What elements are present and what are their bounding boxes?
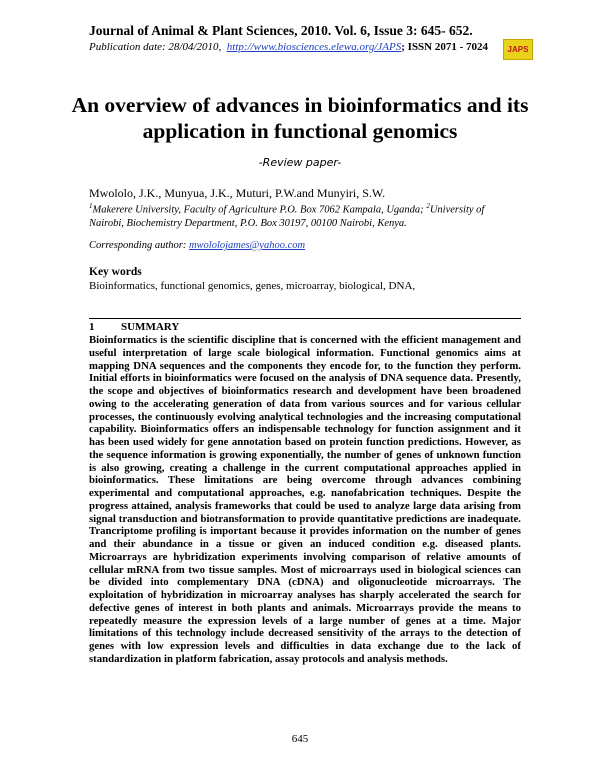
section-number: 1 (89, 321, 95, 333)
summary-heading (89, 321, 179, 333)
corresponding-email-link[interactable]: mwololojames@yahoo.com (188, 240, 306, 251)
keywords-heading: Key words (89, 266, 142, 278)
publication-line (89, 40, 509, 54)
section-divider (89, 318, 521, 319)
corresponding-author (89, 240, 305, 251)
japs-logo: JAPS (503, 39, 533, 60)
publication-date: Publication date: 28/04/2010, (89, 41, 222, 53)
author-list: Mwololo, J.K., Munyua, J.K., Muturi, P.W.and Munyiri, S.W. (89, 186, 386, 200)
affiliation-2: University of Nairobi, Biochemistry Department, P.O. Box 30197, 00100 Nairobi, Kenya. (89, 204, 485, 229)
affiliation-marker-1: 1 (89, 202, 93, 210)
affiliation-1: Makerere University, Faculty of Agriculture P.O. Box 7062 Kampala, Uganda; (92, 204, 427, 216)
keywords-list: Bioinformatics, functional genomics, genes, microarray, biological, DNA, (89, 280, 416, 292)
summary-body: Bioinformatics is the scientific discipline that is concerned with the efficient management and useful interpretation of large scale biological information. Functional genomics aims at mapping DNA sequences and the components they encode for, to the function they perform. Initial efforts in bioinformatics were focused on the analysis of DNA sequence data. Presently, the scope and objectives of bioinformatics research and development have been broadened owing to the accelerating generation of data from various sources and for various cellular processes, the continuously evolving analytical technologies and the increasing computational capability. Bioinformatics offers an indispensable technology for function assignment and it has been used widely for gene annotation based on protein function predictions. However, as the sequence information is growing exponentially, the number of genes of unknown function is also growing, creating a challenge in the current computational approaches applied in bioinformatics. These limitations are being overcome through advances combining experimental and computational approaches, e.g. nanofabrication techniques. Despite the progress attained, analysis frameworks that could be used to analyze large data arising from signal transduction and biotransformation to provide quantitative predictions are inadequate. Trancriptome profiling is important because it provides information on the number of genes and their abundance in a tissue or given an induced condition e.g. diseased plants. Microarrays are hybridization experiments involving comparison of relative amounts of cellular mRNA from two tissue samples. Most of microarrays used in biological sciences can be divided into complementary DNA (cDNA) and oligonucleotide microarrays. The exploitation of hybridization in microarray analyses has sharply accelerated the search for defective genes of interest in both plants and animals. Microarrays provide the means to repeatedly measure the expression levels of a large number of genes at a time. Major limitations of this technology include decreased sensitivity of the arrays to the detection of genes with low expression levels and difficulties in data exchange due to the lack of standardization in platform fabrication, assay protocols and analysis methods. (89, 334, 521, 665)
paper-title: An overview of advances in bioinformatics and its application in functional genomics (71, 93, 529, 143)
paper-type-label: -Review paper- (258, 156, 342, 169)
journal-header (89, 22, 509, 54)
affiliations (89, 200, 519, 230)
issn: ; ISSN 2071 - 7024 (401, 41, 489, 53)
corresponding-label: Corresponding author: (89, 240, 189, 251)
affiliation-marker-2: 2 (426, 202, 430, 210)
section-title: SUMMARY (121, 321, 180, 333)
journal-citation: Journal of Animal & Plant Sciences, 2010. Vol. 6, Issue 3: 645- 652. (89, 23, 473, 38)
journal-url-link[interactable]: http://www.biosciences.elewa.org/JAPS (226, 41, 402, 53)
page-number: 645 (291, 733, 309, 745)
